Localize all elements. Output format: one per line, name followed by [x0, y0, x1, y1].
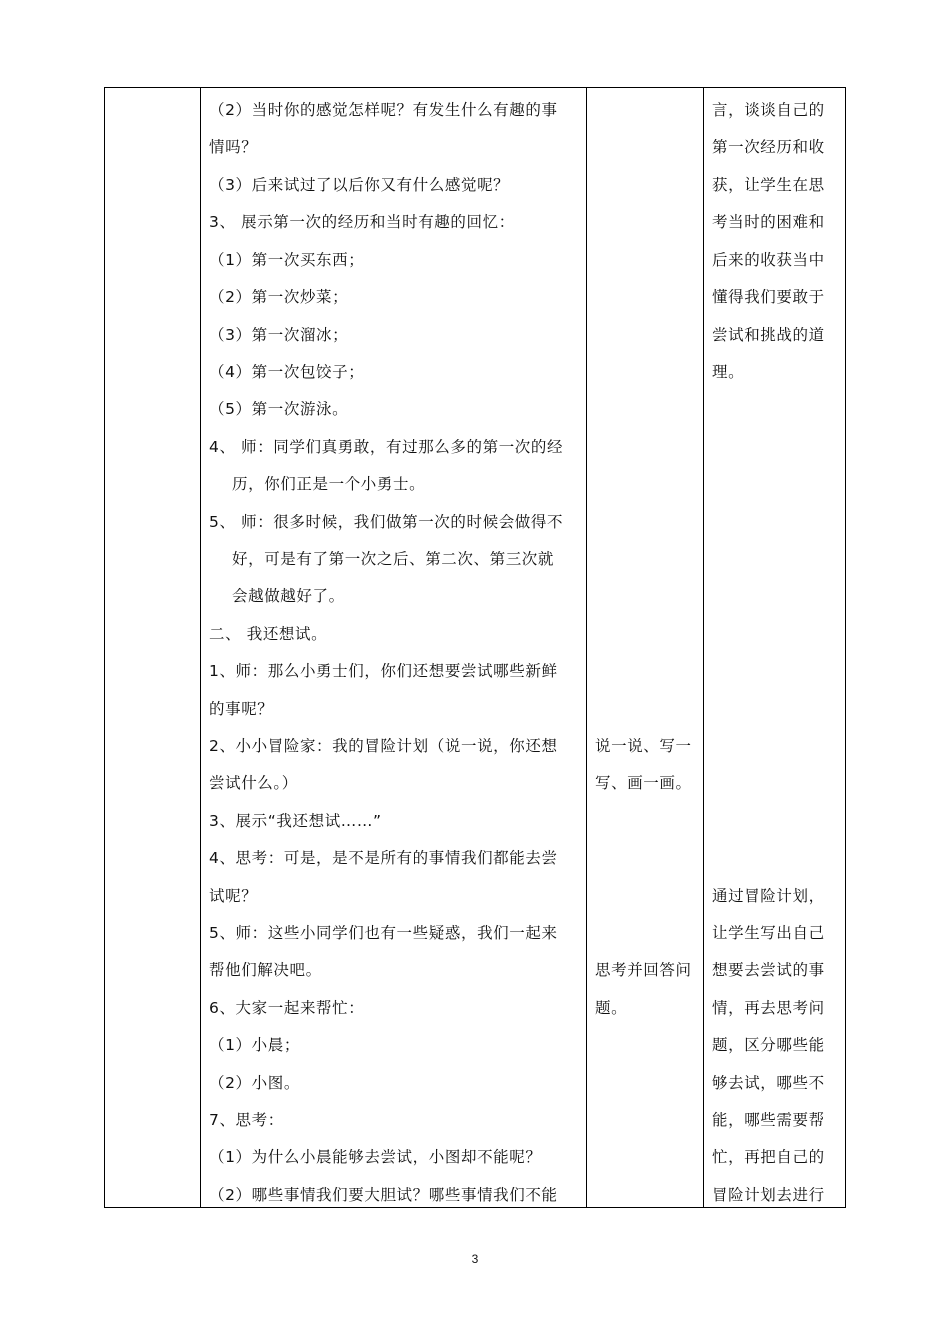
intent-line: 第一次经历和收 [712, 138, 825, 156]
intent-line: 考当时的困难和 [712, 213, 825, 231]
intent-line: 冒险计划去进行 [712, 1186, 825, 1204]
intent-line: 想要去尝试的事 [712, 961, 825, 979]
content-line: 5、师：这些小同学们也有一些疑惑，我们一起来 [209, 924, 558, 942]
column-divider [586, 88, 587, 1207]
content-line: 二、 我还想试。 [209, 625, 328, 643]
intent-line: 尝试和挑战的道 [712, 326, 825, 344]
intent-line: 言，谈谈自己的 [712, 101, 825, 119]
content-line: （2）小图。 [209, 1074, 300, 1092]
content-line: 6、大家一起来帮忙： [209, 999, 365, 1017]
content-line: （1）为什么小晨能够去尝试，小图却不能呢？ [209, 1148, 542, 1166]
content-line: 1、师：那么小勇士们，你们还想要尝试哪些新鲜 [209, 662, 558, 680]
intent-line: 获，让学生在思 [712, 176, 825, 194]
content-line: （5）第一次游泳。 [209, 400, 349, 418]
content-line: 3、 展示第一次的经历和当时有趣的回忆： [209, 213, 515, 231]
content-line: 会越做越好了。 [232, 587, 345, 605]
activity-line: 说一说、写一 [595, 737, 692, 755]
content-line: 好，可是有了第一次之后、第二次、第三次就 [232, 550, 555, 568]
page-number: 3 [471, 1252, 479, 1266]
content-line: （2）当时你的感觉怎样呢？有发生什么有趣的事 [209, 101, 558, 119]
intent-line: 够去试，哪些不 [712, 1074, 825, 1092]
content-line: 4、 师：同学们真勇敢，有过那么多的第一次的经 [209, 438, 564, 456]
lesson-plan-table [104, 87, 846, 1208]
content-line: （2）哪些事情我们要大胆试？哪些事情我们不能 [209, 1186, 558, 1204]
content-line: （1）小晨； [209, 1036, 300, 1054]
column-divider [200, 88, 201, 1207]
content-line: 尝试什么。） [209, 774, 298, 792]
activity-line: 题。 [595, 999, 628, 1017]
column-divider [703, 88, 704, 1207]
content-line: 2、小小冒险家：我的冒险计划（说一说，你还想 [209, 737, 558, 755]
content-line: 的事呢？ [209, 700, 274, 718]
activity-line: 写、画一画。 [595, 774, 692, 792]
content-line: （3）后来试过了以后你又有什么感觉呢？ [209, 176, 510, 194]
intent-line: 懂得我们要敢于 [712, 288, 825, 306]
intent-line: 忙，再把自己的 [712, 1148, 825, 1166]
content-line: 试呢？ [209, 887, 258, 905]
content-line: 帮他们解决吧。 [209, 961, 322, 979]
content-line: （4）第一次包饺子； [209, 363, 365, 381]
content-line: 情吗？ [209, 138, 258, 156]
intent-line: 后来的收获当中 [712, 251, 825, 269]
content-line: 7、思考： [209, 1111, 284, 1129]
content-line: （3）第一次溜冰； [209, 326, 349, 344]
content-line: 5、 师：很多时候，我们做第一次的时候会做得不 [209, 513, 564, 531]
intent-line: 题，区分哪些能 [712, 1036, 825, 1054]
content-line: 3、展示“我还想试……” [209, 812, 382, 830]
content-line: （1）第一次买东西； [209, 251, 365, 269]
intent-line: 情，再去思考问 [712, 999, 825, 1017]
activity-line: 思考并回答问 [595, 961, 692, 979]
intent-line: 理。 [712, 363, 745, 381]
content-line: 4、思考：可是，是不是所有的事情我们都能去尝 [209, 849, 558, 867]
intent-line: 通过冒险计划， [712, 887, 825, 905]
content-line: （2）第一次炒菜； [209, 288, 349, 306]
content-line: 历，你们正是一个小勇士。 [232, 475, 426, 493]
intent-line: 让学生写出自己 [712, 924, 825, 942]
intent-line: 能，哪些需要帮 [712, 1111, 825, 1129]
